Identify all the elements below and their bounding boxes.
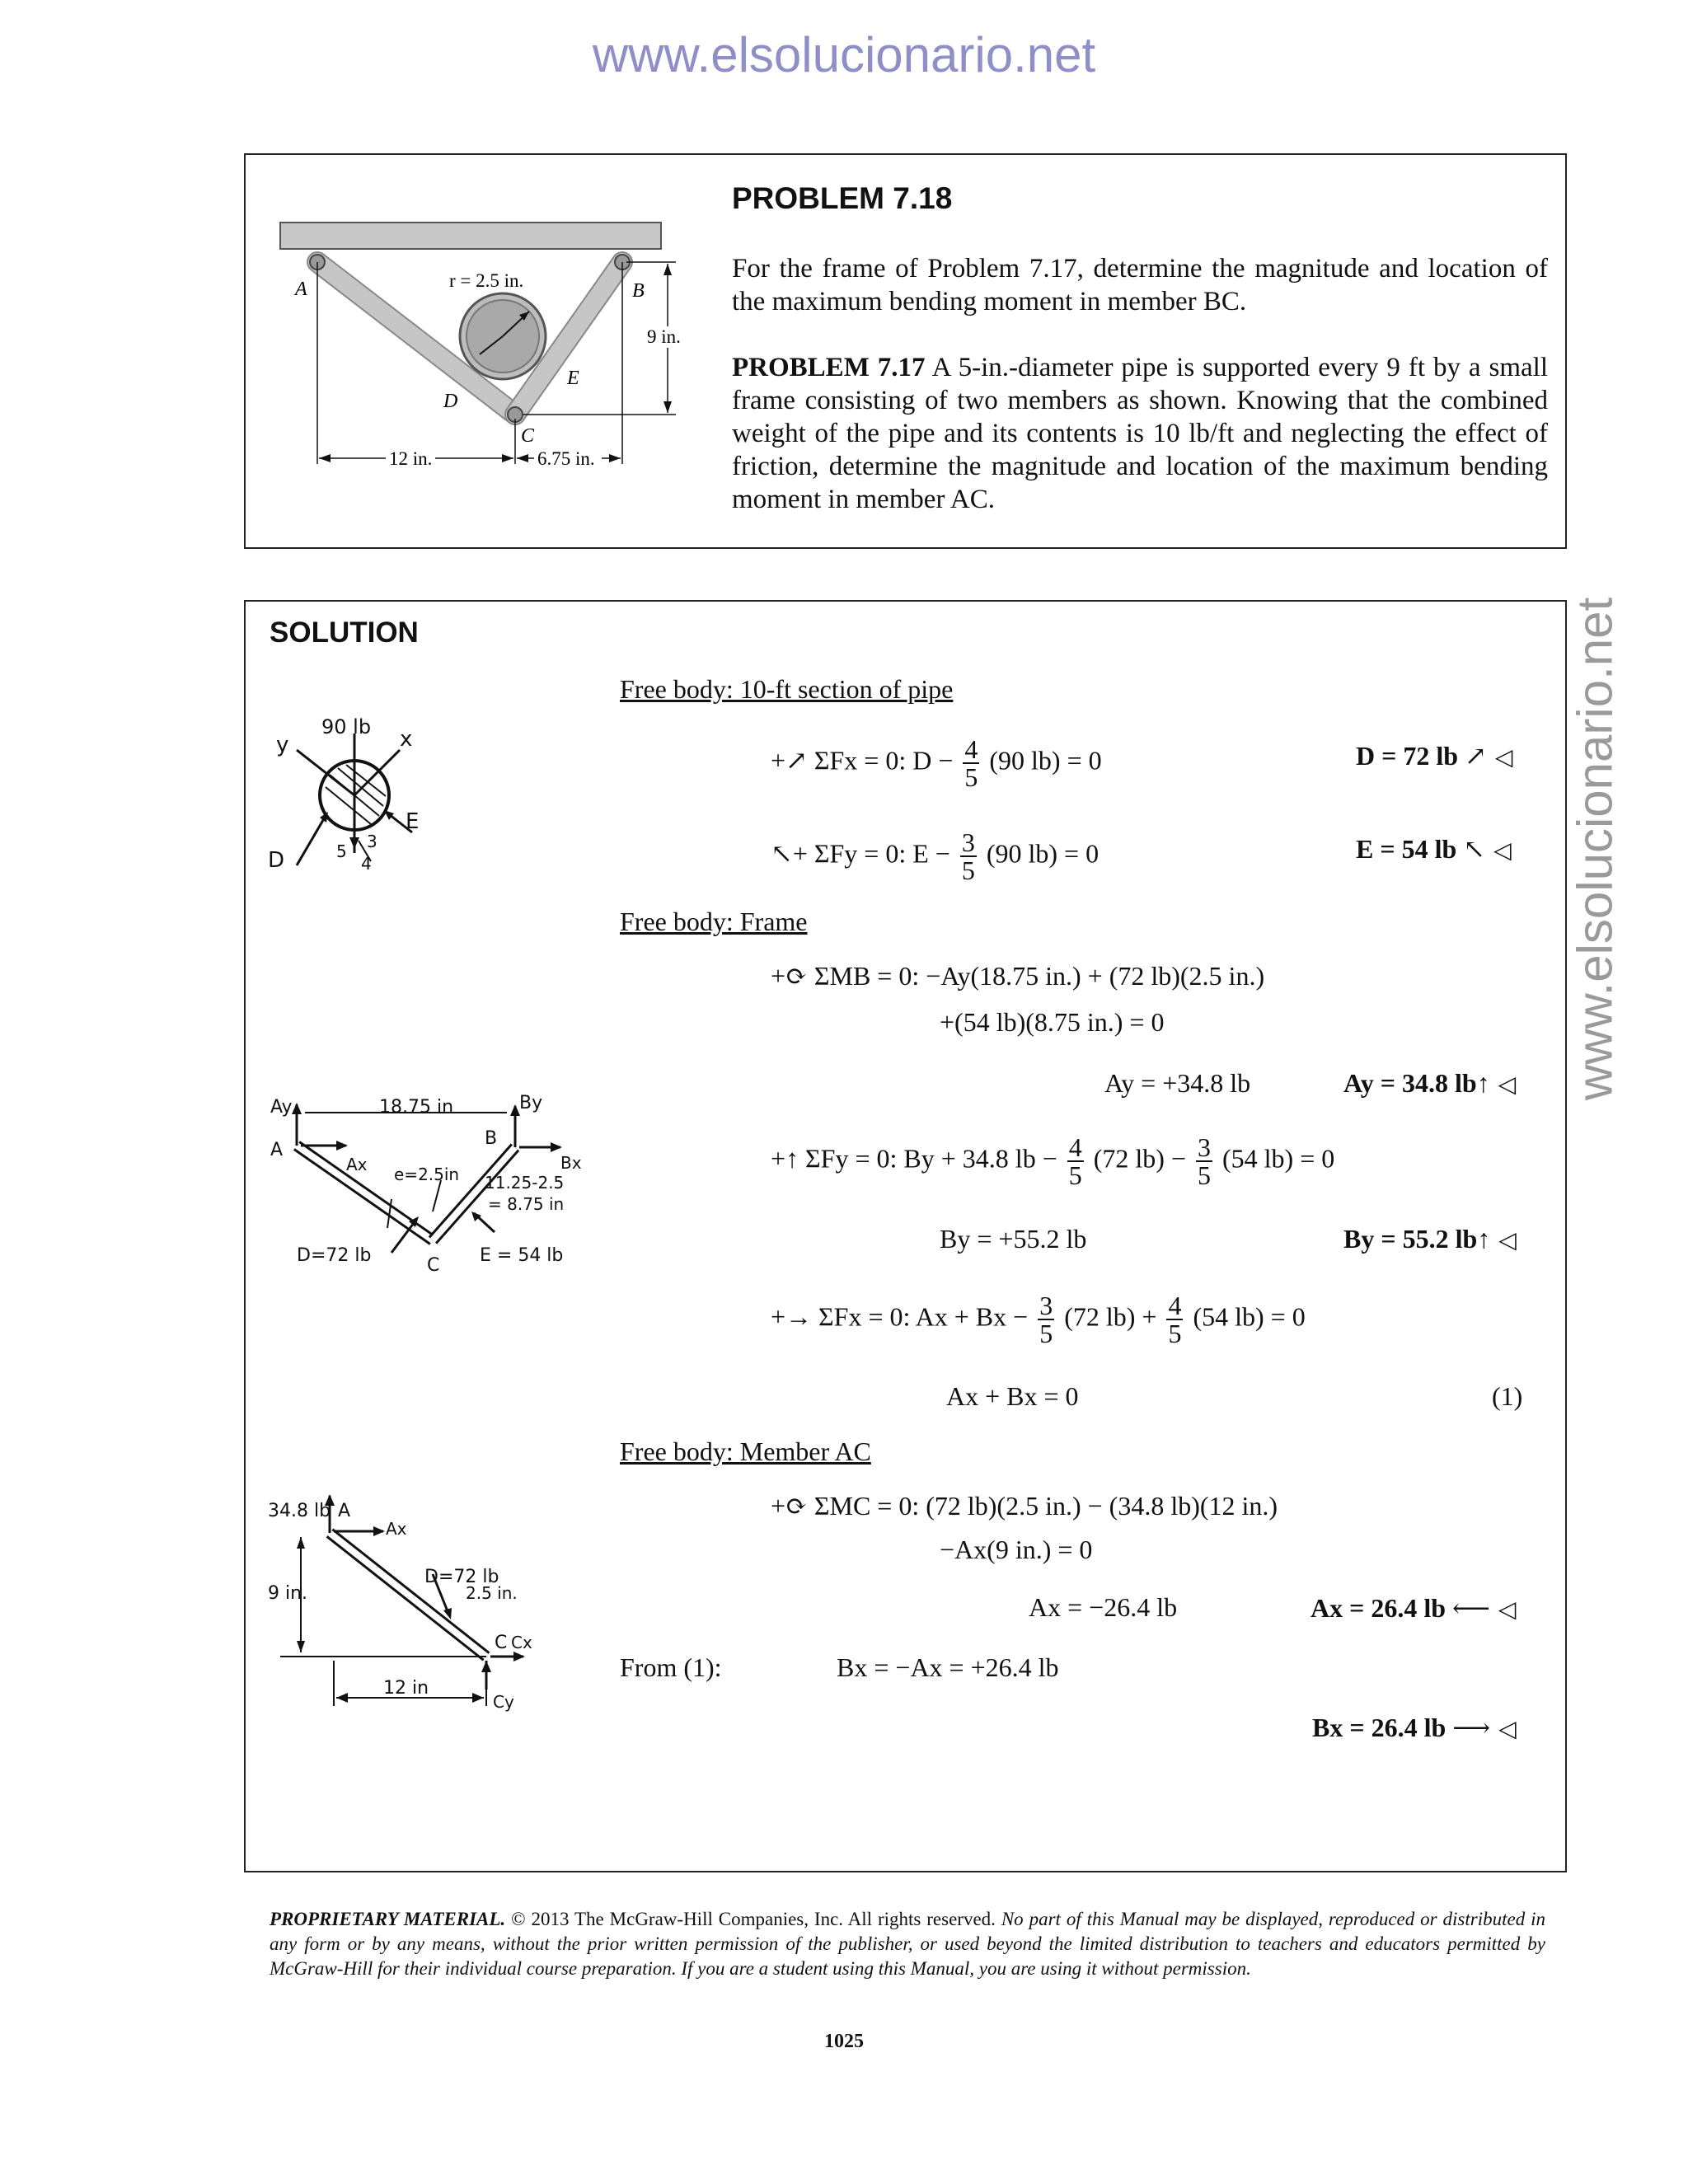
sketch-member-w: 12 in	[383, 1678, 429, 1699]
label-a: A	[295, 279, 307, 300]
sketch-frame-d2: = 8.75 in	[488, 1194, 565, 1214]
sketch-member-ay: 34.8 lb	[268, 1501, 331, 1521]
problem-statement: For the frame of Problem 7.17, determine the magnitude and location of the maximum bending moment in member BC.	[732, 254, 1548, 316]
sketch-member-ax: Ax	[386, 1519, 407, 1539]
problem-figure	[272, 213, 717, 485]
result-marker-icon: ◁	[1498, 1071, 1517, 1098]
eq-fx-pipe: +↗ ΣFx = 0: D − $\frac{4}{5}$ (90 lb) = 0	[771, 734, 1102, 792]
sketch-pipe-four: 4	[361, 854, 372, 874]
result-d: D = 72 lb ↗ ◁	[1356, 741, 1513, 771]
ceiling-support	[280, 223, 661, 249]
sign-icon: +↑	[771, 1143, 806, 1174]
sketch-pipe-y: y	[276, 733, 289, 757]
sketch-frame-a: A	[270, 1140, 284, 1160]
sketch-frame-d: D=72 lb	[297, 1245, 372, 1266]
sign-icon: +↗	[771, 745, 814, 776]
sketch-frame-ax: Ax	[346, 1155, 368, 1174]
eq-number: (1)	[1492, 1381, 1523, 1411]
sketch-frame-ay: Ay	[270, 1097, 293, 1118]
arrow-up-icon: ↑	[1477, 1224, 1491, 1254]
sketch-frame-e: e=2.5in	[394, 1165, 460, 1184]
result-e: E = 54 lb ↖ ◁	[1356, 834, 1512, 864]
label-d: D	[443, 391, 458, 412]
solution-title: SOLUTION	[270, 616, 419, 649]
sketch-pipe-x: x	[400, 727, 413, 752]
sketch-frame-bx: Bx	[560, 1153, 582, 1173]
eq-mc-line1: +⟳ ΣMC = 0: (72 lb)(2.5 in.) − (34.8 lb)(12 in.)	[771, 1491, 1278, 1521]
result-ay: Ay = 34.8 lb↑ ◁	[1343, 1068, 1517, 1098]
sketch-frame-span: 18.75 in	[379, 1097, 454, 1118]
result-marker-icon: ◁	[1498, 1596, 1517, 1623]
moment-sign-icon: +⟳	[771, 1491, 814, 1521]
sketch-pipe-e: E	[406, 809, 420, 834]
arrow-up-left-icon: ↖	[1456, 834, 1486, 864]
sign-icon: ↖+	[771, 838, 814, 869]
eq-mc-line2: −Ax(9 in.) = 0	[940, 1535, 1093, 1564]
result-marker-icon: ◁	[1498, 1715, 1517, 1742]
eq-fy-frame: +↑ ΣFy = 0: By + 34.8 lb − $\frac{4}{5}$ (72 lb) − $\frac{3}{5}$ (54 lb) = 0	[771, 1132, 1335, 1190]
sketch-pipe-weight: 90 lb	[321, 717, 372, 738]
result-by: By = 55.2 lb↑ ◁	[1343, 1224, 1517, 1254]
label-e: E	[567, 368, 579, 389]
sketch-member-fbd	[264, 1492, 544, 1714]
sketch-member-cx: Cx	[511, 1633, 532, 1652]
sketch-frame-b: B	[485, 1128, 498, 1149]
sketch-frame-fbd	[264, 1088, 602, 1286]
moment-sign-icon: +⟳	[771, 961, 814, 991]
right-span-label: 6.75 in.	[537, 448, 595, 469]
arrow-up-right-icon: ↗	[1458, 741, 1487, 771]
sketch-member-cy: Cy	[493, 1692, 514, 1712]
result-marker-icon: ◁	[1498, 1226, 1517, 1254]
eq-fy-pipe: ↖+ ΣFy = 0: E − $\frac{3}{5}$ (90 lb) = 0	[771, 827, 1100, 885]
radius-label: r = 2.5 in.	[449, 270, 524, 291]
sketch-frame-by: By	[519, 1093, 543, 1113]
eq-mb-line1: +⟳ ΣMB = 0: −Ay(18.75 in.) + (72 lb)(2.5 in.)	[771, 961, 1265, 991]
result-marker-icon: ◁	[1494, 743, 1513, 771]
from-eq1: From (1):	[620, 1652, 722, 1682]
label-c: C	[521, 425, 535, 447]
sketch-member-a: A	[338, 1501, 351, 1521]
eq-mb-line2: +(54 lb)(8.75 in.) = 0	[940, 1007, 1165, 1037]
ay-value: Ay = +34.8 lb	[1104, 1068, 1251, 1098]
watermark-top: www.elsolucionario.net	[592, 27, 1096, 82]
arrow-left-icon: ⟵	[1446, 1593, 1490, 1623]
problem-title: PROBLEM 7.18	[732, 181, 953, 215]
sketch-pipe-five: 5	[336, 841, 347, 861]
sketch-pipe-three: 3	[367, 832, 377, 851]
reference-problem-text: A 5-in.-diameter pipe is supported every 9 ft by a small frame consisting of two members as shown. Knowing that the combined weight of the pipe and its contents is 10 lb/ft and neglecting the effect of friction, determine the magnitude and location of the maximum bending moment in member AC.	[732, 353, 1548, 514]
reference-problem-label: PROBLEM 7.17	[732, 353, 926, 382]
sketch-pipe-d: D	[268, 848, 285, 873]
label-b: B	[632, 280, 645, 302]
footer-notice: PROPRIETARY MATERIAL. © 2013 The McGraw-Hill Companies, Inc. All rights reserved. No part of this Manual may be displayed, reproduced or distributed in any form or by any means, without the prior written permission of the publisher, or used beyond the limited distribution to teachers and educators permitted by McGraw-Hill for their individual course preparation. If you are a student using this Manual, you are using it without permission.	[270, 1909, 1545, 1979]
left-span-label: 12 in.	[389, 448, 433, 469]
sketch-frame-d1: 11.25-2.5	[485, 1173, 565, 1193]
sign-icon: +→	[771, 1301, 819, 1332]
eq-sum: Ax + Bx = 0	[946, 1381, 1079, 1411]
eq-fx-frame: +→ ΣFx = 0: Ax + Bx − $\frac{3}{5}$ (72 lb) + $\frac{4}{5}$ (54 lb) = 0	[771, 1291, 1306, 1348]
fb-pipe-heading: Free body: 10-ft section of pipe	[620, 674, 954, 704]
arrow-up-icon: ↑	[1476, 1068, 1490, 1098]
watermark-side: www.elsolucionario.net	[1567, 597, 1623, 1101]
result-marker-icon: ◁	[1493, 837, 1512, 864]
by-value: By = +55.2 lb	[940, 1224, 1087, 1254]
sketch-member-h: 9 in.	[268, 1583, 308, 1604]
result-bx: Bx = 26.4 lb ⟶ ◁	[1312, 1713, 1517, 1742]
result-ax: Ax = 26.4 lb ⟵ ◁	[1311, 1593, 1517, 1623]
sketch-member-d: D=72 lb	[424, 1567, 499, 1587]
sketch-member-c: C	[495, 1633, 508, 1653]
fb-frame-heading: Free body: Frame	[620, 907, 808, 936]
sketch-frame-elab: E = 54 lb	[480, 1245, 564, 1266]
ax-value: Ax = −26.4 lb	[1029, 1592, 1178, 1622]
sketch-frame-c: C	[427, 1255, 440, 1276]
arrow-right-icon: ⟶	[1446, 1713, 1491, 1742]
height-label: 9 in.	[647, 326, 681, 347]
page-number: 1025	[824, 2031, 864, 2052]
reference-problem	[732, 351, 1548, 516]
sketch-pipe-fbd	[264, 717, 453, 882]
bx-value: Bx = −Ax = +26.4 lb	[837, 1652, 1059, 1682]
fb-member-heading: Free body: Member AC	[620, 1436, 871, 1466]
sketch-member-e: 2.5 in.	[466, 1583, 518, 1603]
